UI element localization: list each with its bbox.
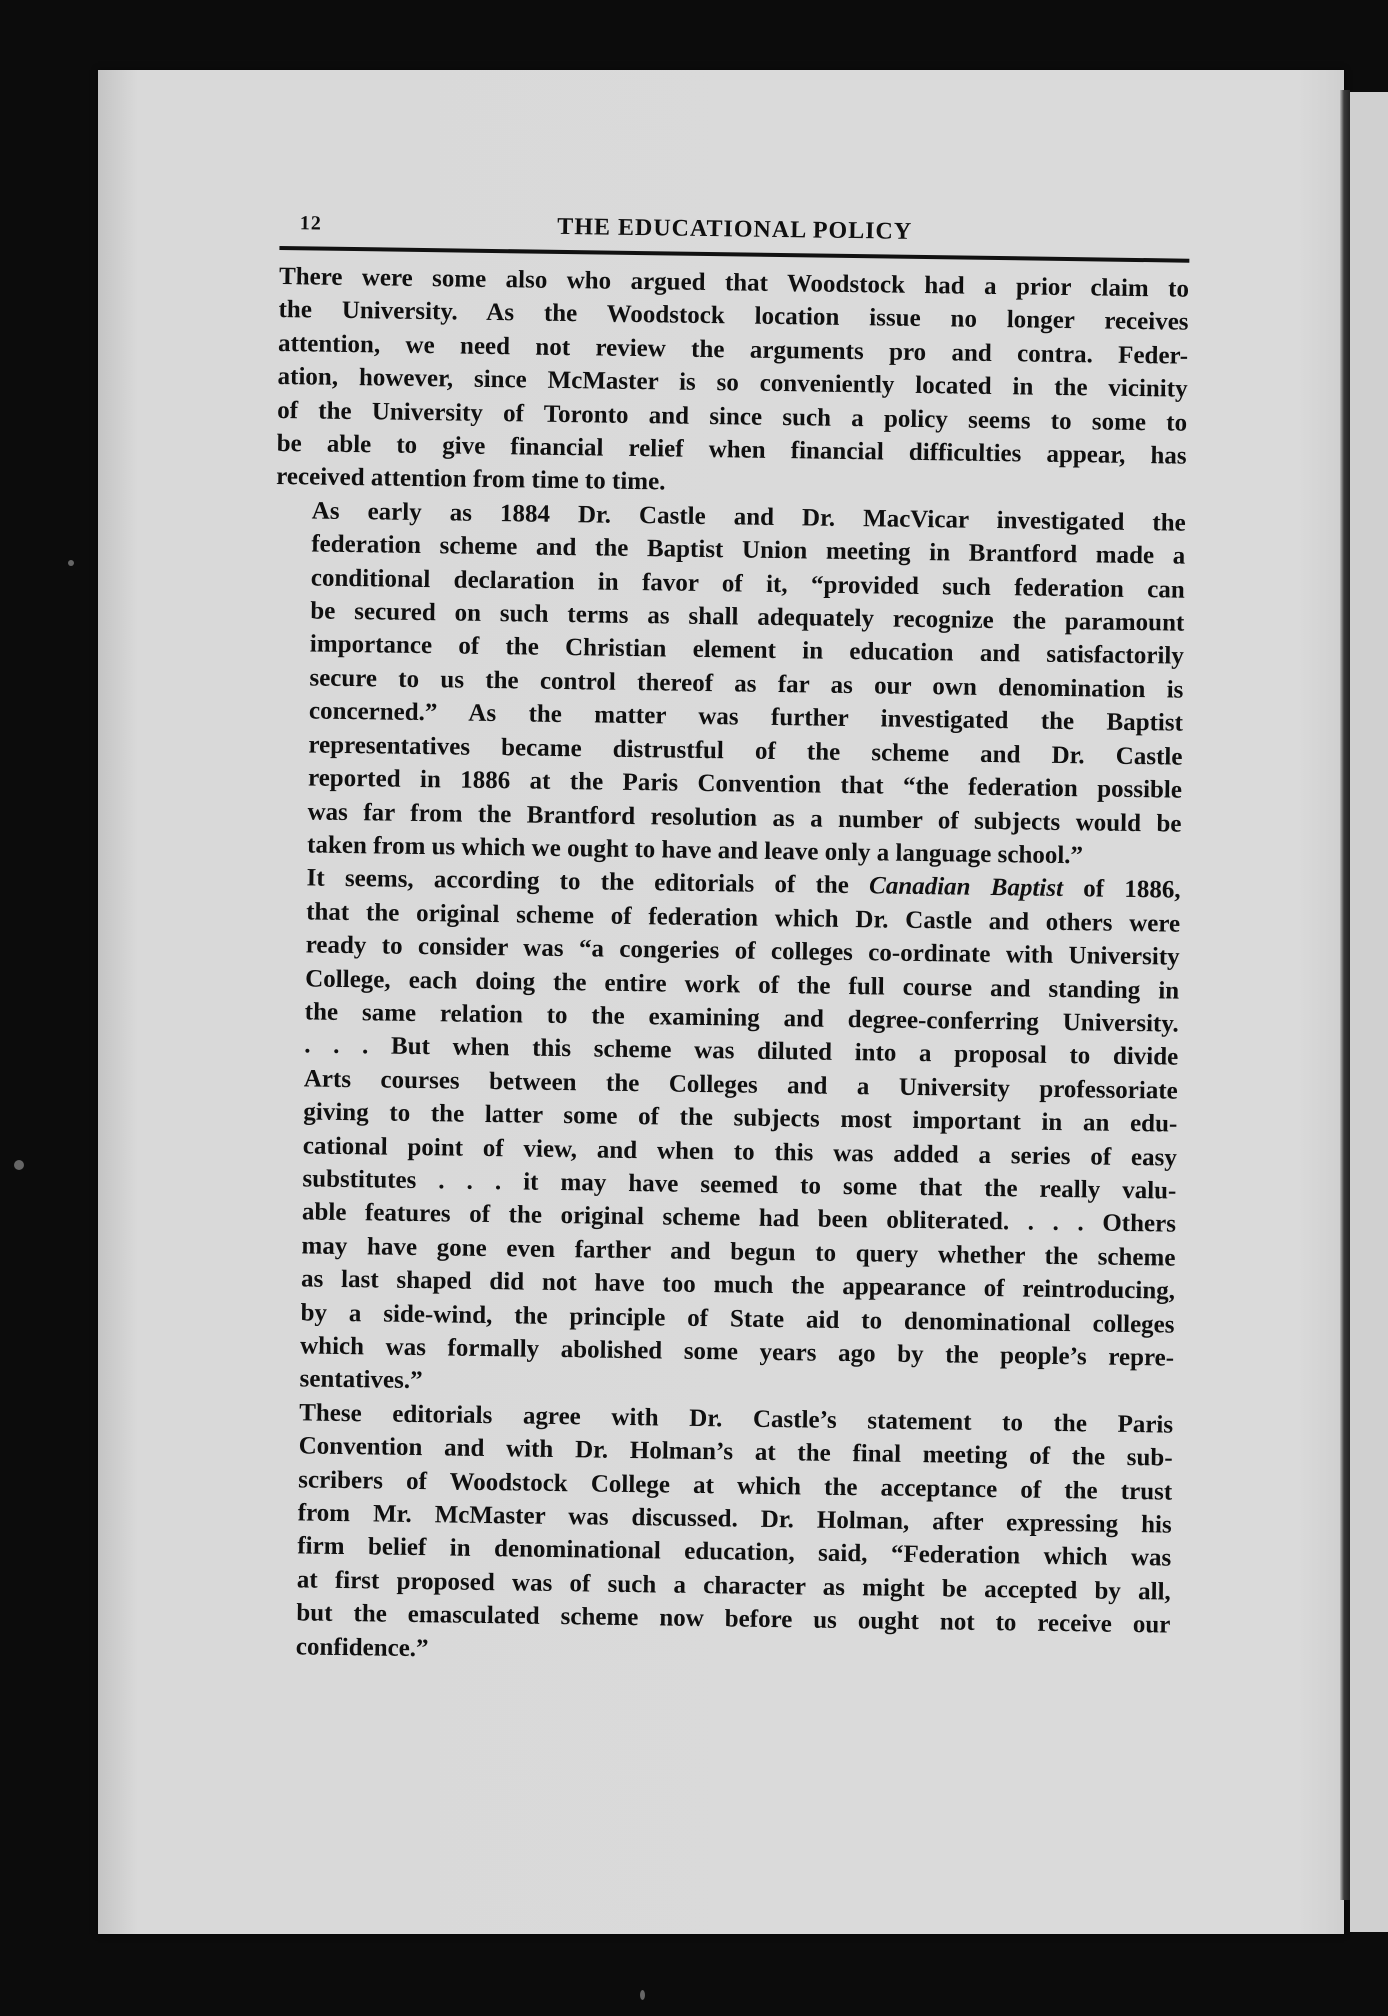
text-line: ation, however, since McMaster is so conveniently located in the vicinity [277, 363, 1188, 403]
text-line: Arts courses between the Colleges and a University professoriate [303, 1065, 1178, 1105]
paragraph-2 [271, 494, 1186, 874]
text-line: ready to consider was “a congeries of colleges co-ordinate with University [305, 931, 1180, 971]
text-line: conditional declaration in favor of it, “provided such federation can [310, 564, 1185, 604]
text-line: substitutes . . . it may have seemed to some that the really valu- [302, 1165, 1177, 1205]
text-line: firm belief in denominational education, said, “Federation which was [297, 1532, 1172, 1573]
text-line: It seems, according to the editorials of the Canadian Baptist of 1886, [306, 864, 1181, 904]
text-line: There were some also who argued that Woodstock had a prior claim to [278, 262, 1190, 303]
scan-speck [14, 1160, 24, 1170]
text-line: College, each doing the entire work of the full course and standing in [305, 964, 1180, 1005]
text-line: giving to the latter some of the subjects most important in an edu- [303, 1098, 1178, 1138]
page-content [260, 208, 1190, 1676]
text-line: scribers of Woodstock College at which the acceptance of the trust [298, 1466, 1173, 1506]
paragraph-3 [263, 861, 1180, 1408]
text-line: . . . But when this scheme was diluted into a proposal to divide [304, 1031, 1179, 1071]
text-line: received attention from time to time. [276, 463, 666, 496]
text-line: of the University of Toronto and since such a policy seems to some to [276, 396, 1188, 437]
text-line: be able to give financial relief when financial difficulties appear, has [276, 430, 1187, 470]
page-number: 12 [299, 212, 322, 235]
scan-speck [640, 1990, 645, 2000]
text-line: secure to us the control thereof as far as our own denomination is [309, 664, 1184, 704]
text-line: These editorials agree with Dr. Castle’s statement to the Paris [298, 1399, 1174, 1439]
text-line: representatives became distrustful of the scheme and Dr. Castle [308, 731, 1183, 771]
text-line: which was formally abolished some years ago by the people’s repre- [299, 1332, 1175, 1372]
text-line: As early as 1884 Dr. Castle and Dr. MacVicar investigated the [311, 497, 1186, 537]
periodical-title: Canadian Baptist [868, 872, 1064, 903]
text-line: from Mr. McMaster was discussed. Dr. Holman, after expressing his [297, 1499, 1172, 1539]
text-line: that the original scheme of federation which Dr. Castle and others were [305, 898, 1181, 938]
paragraph-4 [260, 1396, 1174, 1676]
text-line: taken from us which we ought to have and leave only a language school.” [306, 831, 1084, 870]
text-line: the same relation to the examining and degree-conferring University. [304, 998, 1179, 1038]
text-line: by a side-wind, the principle of State aid to denominational colleges [300, 1298, 1175, 1339]
text-line: importance of the Christian element in education and satisfactorily [309, 630, 1185, 671]
text-line: was far from the Brantford resolution as a number of subjects would be [307, 797, 1182, 838]
page-gutter [1340, 90, 1350, 1900]
text-line: able features of the original scheme had been obliterated. . . . Others [301, 1198, 1177, 1238]
text-line: attention, we need not review the arguments pro and contra. Feder- [277, 329, 1189, 370]
paragraph-1 [276, 260, 1189, 507]
text-line: as last shaped did not have too much the appearance of reintroducing, [300, 1265, 1176, 1305]
text-line: sentatives.” [299, 1365, 423, 1395]
text-line: reported in 1886 at the Paris Convention that “the federation possible [307, 764, 1183, 804]
text-line: Convention and with Dr. Holman’s at the final meeting of the sub- [298, 1432, 1173, 1472]
text-line: may have gone even farther and begun to query whether the scheme [301, 1232, 1176, 1272]
body-text [260, 260, 1190, 1676]
text-line: the University. As the Woodstock location issue no longer receives [278, 296, 1189, 337]
text-line: be secured on such terms as shall adequately recognize the paramount [310, 597, 1185, 637]
text-line: but the emasculated scheme now before us ought not to receive our [296, 1599, 1171, 1639]
text-line: concerned.” As the matter was further investigated the Baptist [308, 697, 1184, 737]
text-line: at first proposed was of such a character as might be accepted by all, [296, 1566, 1171, 1606]
text-line: federation scheme and the Baptist Union meeting in Brantford made a [311, 530, 1186, 570]
text-line: confidence.” [295, 1633, 429, 1662]
text-line: cational point of view, and when to this was added a series of easy [302, 1131, 1178, 1172]
facing-page-edge [1350, 92, 1388, 1932]
running-title: THE EDUCATIONAL POLICY [557, 213, 913, 245]
scan-speck [68, 560, 74, 566]
